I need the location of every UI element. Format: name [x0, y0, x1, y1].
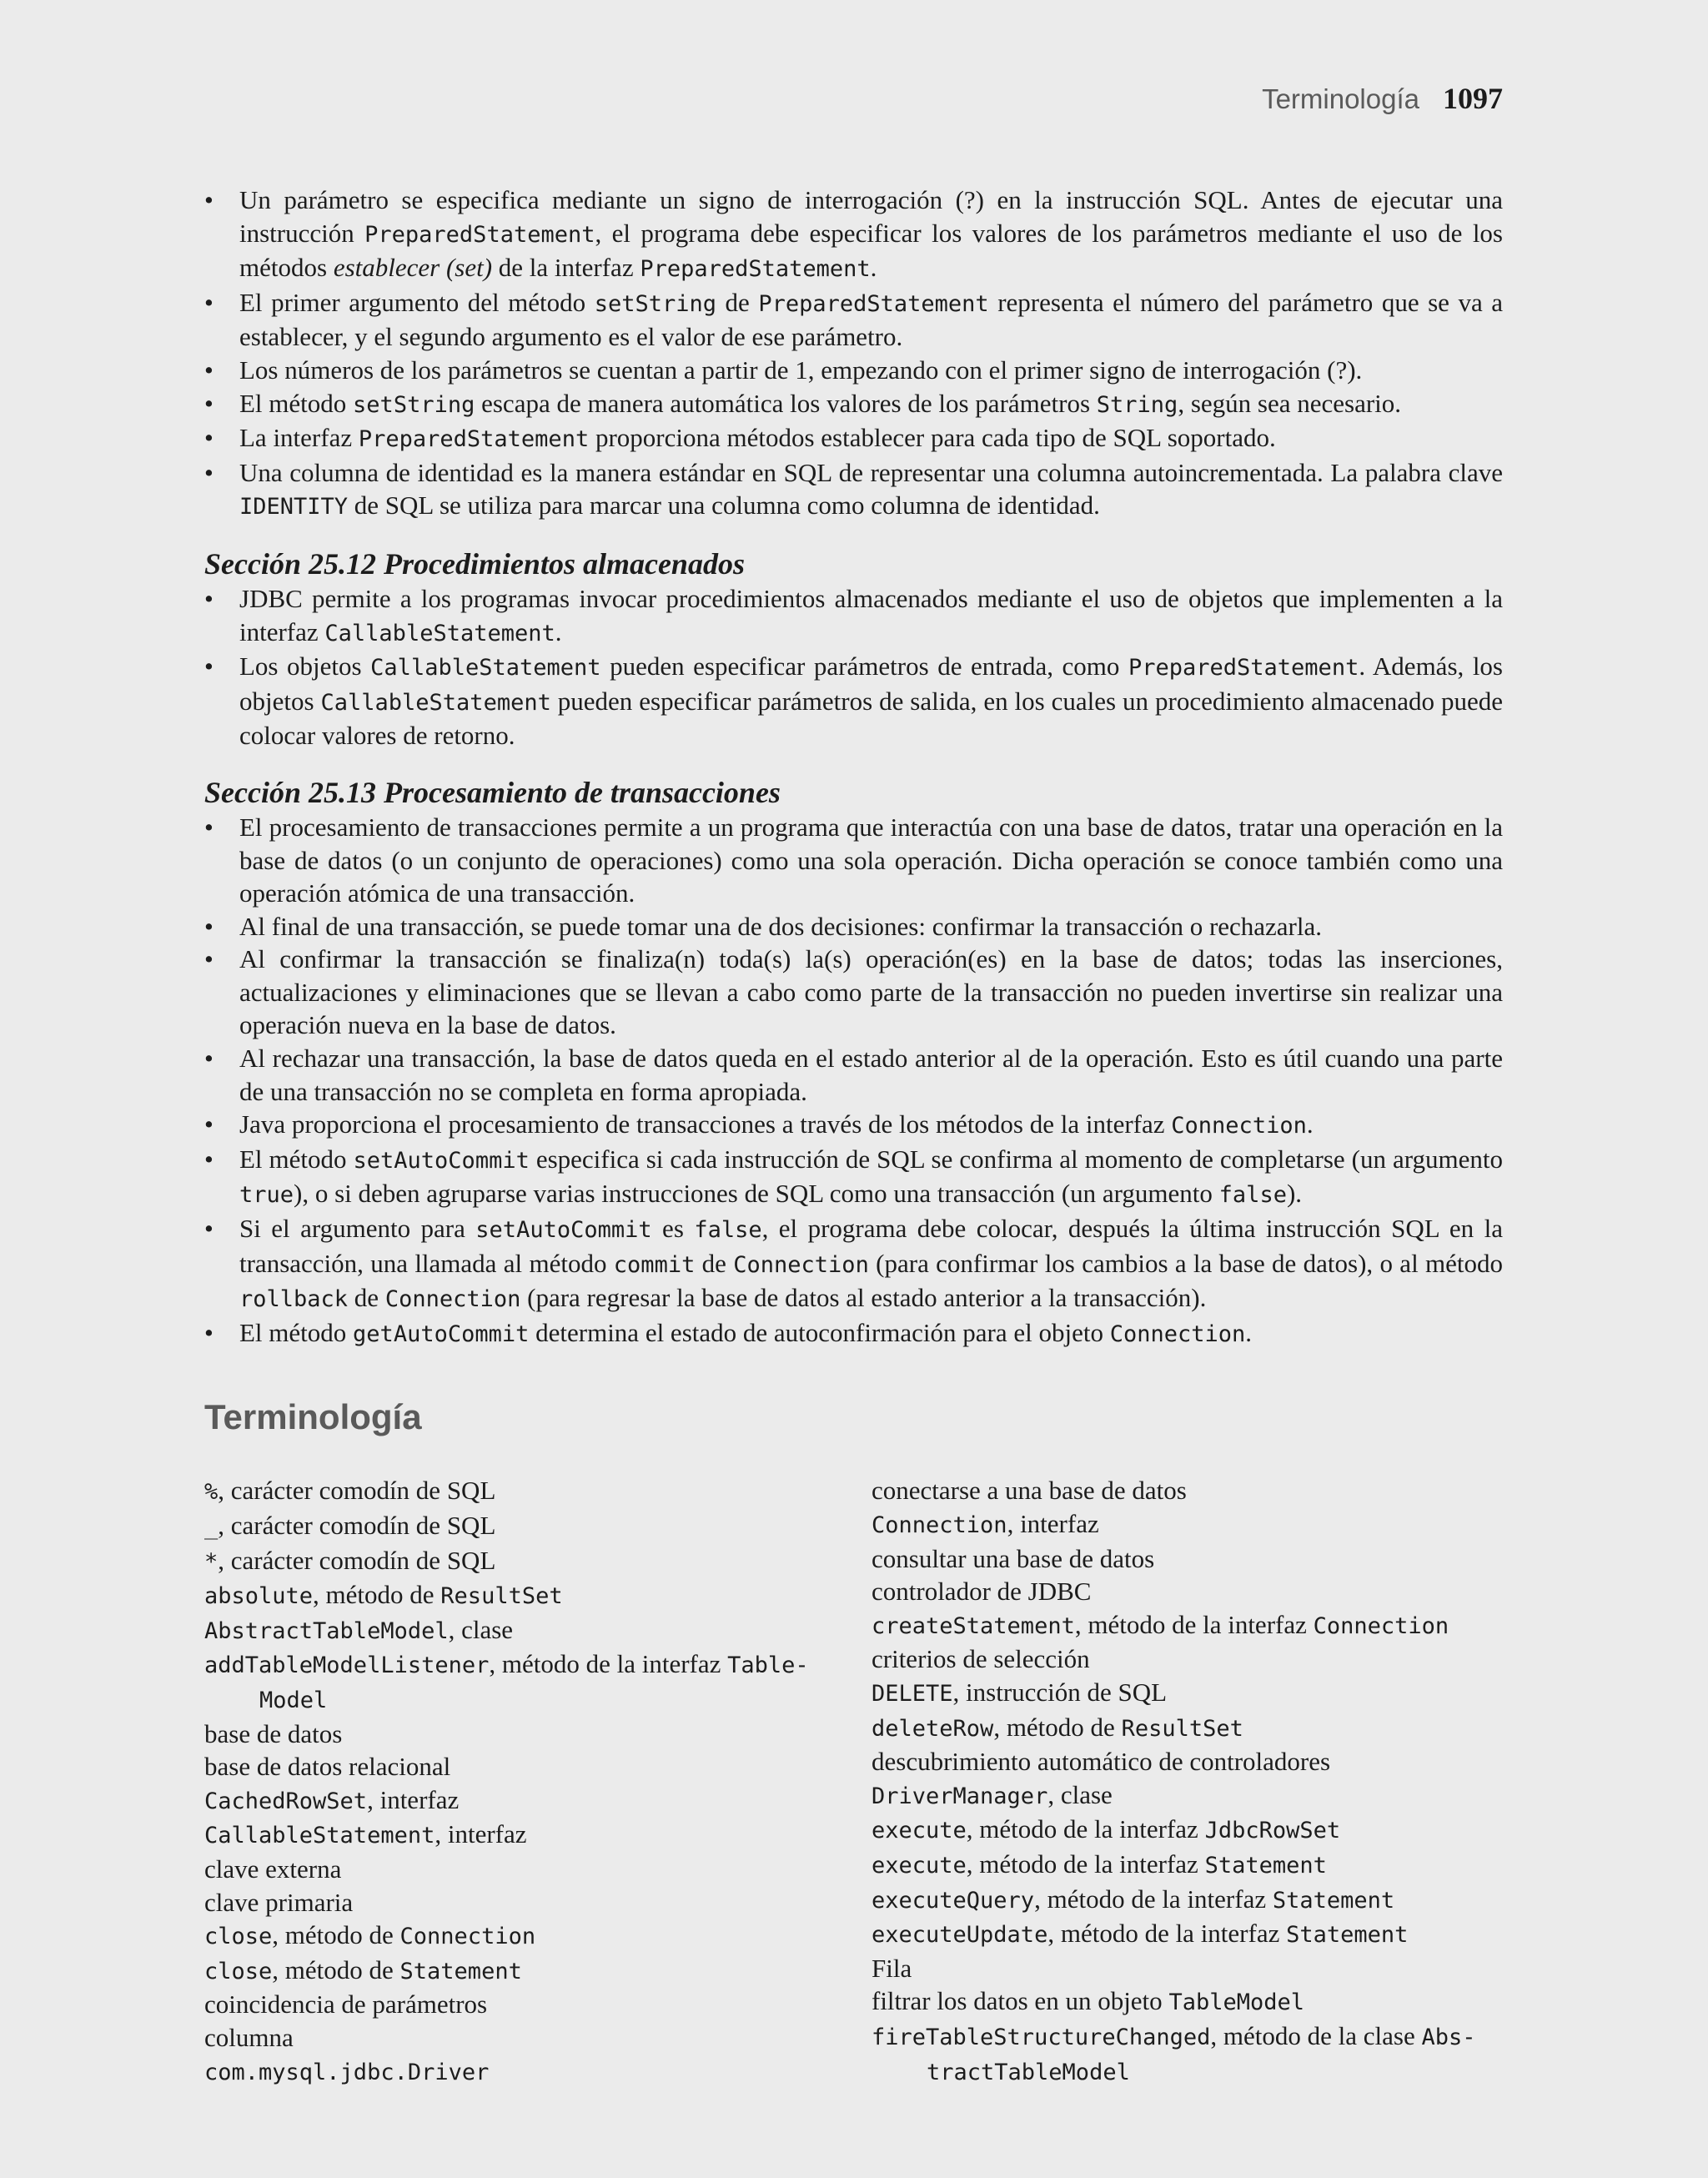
text-run: , método de la interfaz [966, 1814, 1205, 1844]
bullet-icon: • [204, 355, 214, 385]
code-identifier: ResultSet [1121, 1715, 1243, 1742]
index-term [204, 1718, 872, 1751]
code-identifier: TableModel [1168, 1989, 1304, 2016]
code-identifier: absolute [204, 1583, 314, 1610]
index-term [872, 1848, 1503, 1883]
text-run: , clase [1047, 1779, 1113, 1809]
code-identifier: setAutoCommit [353, 1147, 530, 1174]
bullet-item [204, 1042, 1503, 1108]
text-run: de [695, 1248, 734, 1278]
code-identifier: createStatement [872, 1612, 1075, 1639]
code-identifier: ResultSet [440, 1583, 563, 1610]
code-identifier: rollback [239, 1286, 349, 1313]
code-identifier: * [204, 1548, 219, 1575]
text-run: de la interfaz [492, 253, 640, 283]
bullet-icon: • [204, 812, 214, 842]
text-run: Al final de una transacción, se puede tomar una de dos decisiones: confirmar la transacción o rechazarla. [239, 911, 1323, 941]
text-run: base de datos relacional [204, 1752, 451, 1782]
code-identifier: true [239, 1182, 294, 1209]
text-run: de SQL se utiliza para marcar una columna como columna de identidad. [348, 490, 1100, 521]
text-run: , método de [993, 1712, 1122, 1742]
code-identifier: Statement [1272, 1887, 1395, 1914]
code-identifier: deleteRow [872, 1715, 994, 1742]
index-term [872, 1984, 1503, 2020]
code-identifier: CallableStatement [320, 689, 551, 716]
text-run: , según sea necesario. [1178, 388, 1402, 418]
text-run: ). [1286, 1179, 1303, 1209]
code-identifier: Statement [1204, 1852, 1327, 1879]
text-run: , método de la interfaz [489, 1649, 728, 1679]
index-term [204, 1613, 872, 1648]
code-identifier: _ [204, 1514, 219, 1540]
code-identifier: PreparedStatement [758, 290, 989, 317]
index-term [204, 1853, 872, 1886]
text-run: filtrar los datos en un objeto [872, 1986, 1169, 2016]
text-run: Al confirmar la transacción se finaliza(n) toda(s) la(s) operación(es) en la base de datos; todas las inserciones, actualizaciones y eliminaciones que se llevan a cabo como parte de la transacción no pueden invertirse sin realizar una operación nueva en la base de datos. [239, 944, 1503, 1040]
text-run: , método de [313, 1580, 441, 1610]
bullet-item [204, 1108, 1503, 1143]
text-run: clave primaria [204, 1887, 354, 1917]
index-term [204, 1886, 872, 1919]
text-run: , el programa debe colocar, después la última instrucción SQL en la transacción, una llamada al método [239, 1214, 1503, 1278]
index-term [204, 1783, 872, 1818]
index-term [872, 1952, 1503, 1985]
terminology-column-right [872, 1474, 1503, 2089]
code-identifier: false [694, 1217, 762, 1244]
bullet-list-stored-procedures [204, 582, 1503, 752]
text-run: . [1245, 1317, 1253, 1347]
index-term [872, 1507, 1503, 1542]
text-run: JDBC permite a los programas invocar procedimientos almacenados mediante el uso de objetos que implementen a la interfaz [239, 583, 1503, 646]
index-term [204, 1919, 872, 1954]
text-run: escapa de manera automática los valores de los parámetros [475, 388, 1097, 418]
code-identifier: JdbcRowSet [1204, 1818, 1341, 1844]
text-run: , carácter comodín de SQL [218, 1511, 496, 1540]
page-content [204, 184, 1503, 2089]
code-identifier: executeUpdate [872, 1922, 1048, 1949]
text-run: especifica si cada instrucción de SQL se confirma al momento de completarse (un argumento [529, 1144, 1503, 1174]
bullet-icon: • [204, 457, 214, 487]
index-term [872, 1778, 1503, 1813]
text-run: , método de la interfaz [1074, 1609, 1314, 1639]
bullet-icon: • [204, 287, 214, 317]
text-run: de [348, 1283, 385, 1313]
index-term [872, 1575, 1503, 1608]
code-identifier: execute [872, 1818, 967, 1844]
text-run: , método de la interfaz [1047, 1919, 1287, 1949]
code-identifier: commit [613, 1251, 696, 1278]
bullet-icon: • [204, 1109, 214, 1139]
text-run: descubrimiento automático de controladores [872, 1747, 1331, 1777]
bullet-item [204, 286, 1503, 354]
text-run: El primer argumento del método [239, 287, 595, 317]
index-term [204, 1988, 872, 2021]
bullet-item [204, 184, 1503, 286]
bullet-icon: • [204, 911, 214, 941]
index-term [872, 1642, 1503, 1676]
code-identifier: PreparedStatement [358, 426, 590, 453]
text-run: (para regresar la base de datos al estado anterior a la transacción). [520, 1283, 1207, 1313]
code-identifier: executeQuery [872, 1887, 1035, 1914]
text-run: determina el estado de autoconfirmación para el objeto [529, 1317, 1110, 1347]
text-run: Los objetos [239, 651, 371, 682]
code-identifier: close [204, 1924, 273, 1950]
text-run: El método [239, 1317, 354, 1347]
bullet-item [204, 811, 1503, 910]
index-term [204, 1578, 872, 1613]
text-run: proporciona métodos establecer para cada tipo de SQL soportado. [589, 423, 1276, 453]
text-run: Una columna de identidad es la manera estándar en SQL de representar una columna autoincrementada. La palabra clave [239, 457, 1503, 487]
index-term [872, 1883, 1503, 1918]
bullet-item [204, 456, 1503, 524]
index-term [204, 1818, 872, 1853]
index-term [204, 1474, 872, 1509]
bullet-icon: • [204, 944, 214, 974]
text-run: conectarse a una base de datos [872, 1476, 1187, 1506]
text-run: pueden especificar parámetros de salida, en los cuales un procedimiento almacenado puede colocar valores de retorno. [239, 686, 1503, 751]
text-run: ), o si deben agruparse varias instrucciones de SQL como una transacción (un argumento [294, 1179, 1219, 1209]
emphasis-text: establecer (set) [333, 253, 493, 283]
bullet-item [204, 421, 1503, 456]
bullet-item [204, 1143, 1503, 1212]
index-term [872, 1745, 1503, 1778]
index-term [872, 1676, 1503, 1711]
code-identifier: Connection [1109, 1320, 1246, 1347]
code-identifier: CallableStatement [204, 1823, 435, 1849]
bullet-icon: • [204, 423, 214, 453]
text-run: controlador de JDBC [872, 1577, 1092, 1607]
text-run: . [555, 616, 562, 646]
code-identifier: addTableModelListener [204, 1652, 490, 1679]
code-identifier: getAutoCommit [353, 1320, 530, 1347]
bullet-item [204, 354, 1503, 387]
text-run: , método de [272, 1954, 400, 1984]
text-run: de [716, 287, 759, 317]
bullet-list-intro [204, 184, 1503, 524]
section-heading-stored-procedures: Sección 25.12 Procedimientos almacenados [204, 546, 745, 581]
bullet-icon: • [204, 1144, 214, 1174]
code-identifier: CachedRowSet [204, 1788, 368, 1814]
text-run: Un parámetro se especifica mediante un signo de interrogación (?) en la instrucción SQL. Antes de ejecutar una instrucción [239, 185, 1503, 248]
bullet-item [204, 943, 1503, 1042]
code-identifier: Table-Model [259, 1652, 809, 1713]
section-heading-transactions: Sección 25.13 Procesamiento de transacciones [204, 775, 781, 809]
text-run: El procesamiento de transacciones permite a un programa que interactúa con una base de datos, tratar una operación en la base de datos (o un conjunto de operaciones) como una sola operación. Dicha operación se conoce también como una operación atómica de una transacción. [239, 812, 1503, 908]
index-term [204, 1954, 872, 1989]
text-run: , interfaz [1007, 1509, 1099, 1538]
code-identifier: Statement [1286, 1922, 1409, 1949]
text-run: representa el número del parámetro que se va a establecer, y el segundo argumento es el valor de ese parámetro. [239, 287, 1504, 352]
bullet-item [204, 1316, 1503, 1351]
index-term [872, 1542, 1503, 1576]
text-run: , interfaz [435, 1819, 527, 1849]
index-term [204, 1750, 872, 1783]
text-run: , carácter comodín de SQL [218, 1476, 496, 1506]
text-run: El método [239, 388, 354, 418]
code-identifier: setString [594, 290, 717, 317]
code-identifier: execute [872, 1852, 967, 1879]
bullet-item [204, 582, 1503, 650]
text-run: coincidencia de parámetros [204, 1989, 488, 2020]
text-run: La interfaz [239, 423, 359, 453]
index-term [204, 1647, 872, 1717]
text-run: es [651, 1214, 695, 1244]
text-run: , clase [448, 1614, 514, 1644]
text-run: , método de la interfaz [966, 1849, 1205, 1879]
code-identifier: String [1096, 391, 1178, 418]
text-run: , interfaz [367, 1784, 460, 1814]
text-run: Al rechazar una transacción, la base de datos queda en el estado anterior al de la operación. Esto es útil cuando una parte de una transacción no se completa en forma apropiada. [239, 1044, 1503, 1106]
code-identifier: PreparedStatement [364, 221, 595, 248]
code-identifier: Connection [872, 1512, 1007, 1538]
terminology-column-left [204, 1474, 872, 2089]
bullet-item [204, 910, 1503, 943]
text-run: . [870, 253, 877, 283]
index-term [872, 1608, 1503, 1643]
text-run: , instrucción de SQL [952, 1677, 1168, 1707]
code-identifier: Statement [399, 1958, 522, 1984]
index-term [872, 2020, 1503, 2089]
text-run: base de datos [204, 1718, 343, 1748]
index-term [872, 1917, 1503, 1952]
code-identifier: CallableStatement [370, 655, 601, 682]
text-run: columna [204, 2022, 294, 2052]
code-identifier: DriverManager [872, 1783, 1048, 1809]
index-term [204, 1509, 872, 1544]
bullet-icon: • [204, 388, 214, 418]
code-identifier: setAutoCommit [475, 1217, 652, 1244]
index-term [872, 1711, 1503, 1746]
code-identifier: Abs-tractTableModel [927, 2024, 1476, 2085]
bullet-icon: • [204, 1214, 214, 1244]
bullet-icon: • [204, 185, 214, 214]
text-run: clave externa [204, 1854, 342, 1884]
text-run: . [1306, 1109, 1314, 1139]
code-identifier: CallableStatement [324, 620, 555, 646]
code-identifier: setString [353, 391, 475, 418]
code-identifier: Connection [399, 1924, 536, 1950]
index-term [872, 1474, 1503, 1507]
code-identifier: % [204, 1479, 219, 1506]
bullet-icon: • [204, 1317, 214, 1347]
text-run: Fila [872, 1953, 912, 1983]
code-identifier: com.mysql.jdbc.Driver [204, 2059, 490, 2085]
index-term [204, 1544, 872, 1579]
code-identifier: DELETE [872, 1680, 953, 1707]
index-term [872, 1813, 1503, 1848]
bullet-item [204, 650, 1503, 752]
code-identifier: IDENTITY [239, 494, 349, 521]
code-identifier: fireTableStructureChanged [872, 2024, 1211, 2050]
terminology-index [204, 1474, 1503, 2089]
bullet-list-transactions [204, 811, 1503, 1351]
bullet-icon: • [204, 1044, 214, 1074]
text-run: pueden especificar parámetros de entrada, como [600, 651, 1128, 682]
bullet-item [204, 387, 1503, 422]
text-run: criterios de selección [872, 1644, 1090, 1674]
text-run: El método [239, 1144, 354, 1174]
text-run: , método de [272, 1920, 400, 1950]
bullet-icon: • [204, 651, 214, 682]
code-identifier: close [204, 1958, 273, 1984]
index-term [204, 2055, 872, 2090]
text-run: consultar una base de datos [872, 1543, 1155, 1573]
terminology-heading: Terminología [204, 1397, 422, 1437]
running-head-title: Terminología [1262, 83, 1419, 114]
code-identifier: Connection [733, 1251, 869, 1278]
page-number: 1097 [1443, 82, 1503, 115]
code-identifier: false [1218, 1182, 1287, 1209]
code-identifier: PreparedStatement [640, 256, 871, 283]
text-run: . Además, los objetos [239, 651, 1503, 716]
code-identifier: Connection [1171, 1113, 1307, 1139]
text-run: , método de la clase [1210, 2020, 1422, 2050]
text-run: , carácter comodín de SQL [218, 1545, 496, 1575]
index-term [204, 2021, 872, 2055]
text-run: Java proporciona el procesamiento de transacciones a través de los métodos de la interfaz [239, 1109, 1172, 1139]
code-identifier: Connection [1313, 1612, 1449, 1639]
text-run: (para confirmar los cambios a la base de datos), o al método [868, 1248, 1503, 1278]
running-head [1262, 80, 1503, 118]
text-run: , método de la interfaz [1034, 1884, 1273, 1914]
text-run: , el programa debe especificar los valores de los parámetros mediante el uso de los métodos [239, 218, 1503, 283]
bullet-icon: • [204, 583, 214, 613]
code-identifier: Connection [384, 1286, 521, 1313]
code-identifier: PreparedStatement [1128, 655, 1359, 682]
code-identifier: AbstractTableModel [204, 1617, 449, 1644]
text-run: Si el argumento para [239, 1214, 476, 1244]
bullet-item [204, 1212, 1503, 1316]
text-run: Los números de los parámetros se cuentan a partir de 1, empezando con el primer signo de interrogación (?). [239, 355, 1363, 385]
